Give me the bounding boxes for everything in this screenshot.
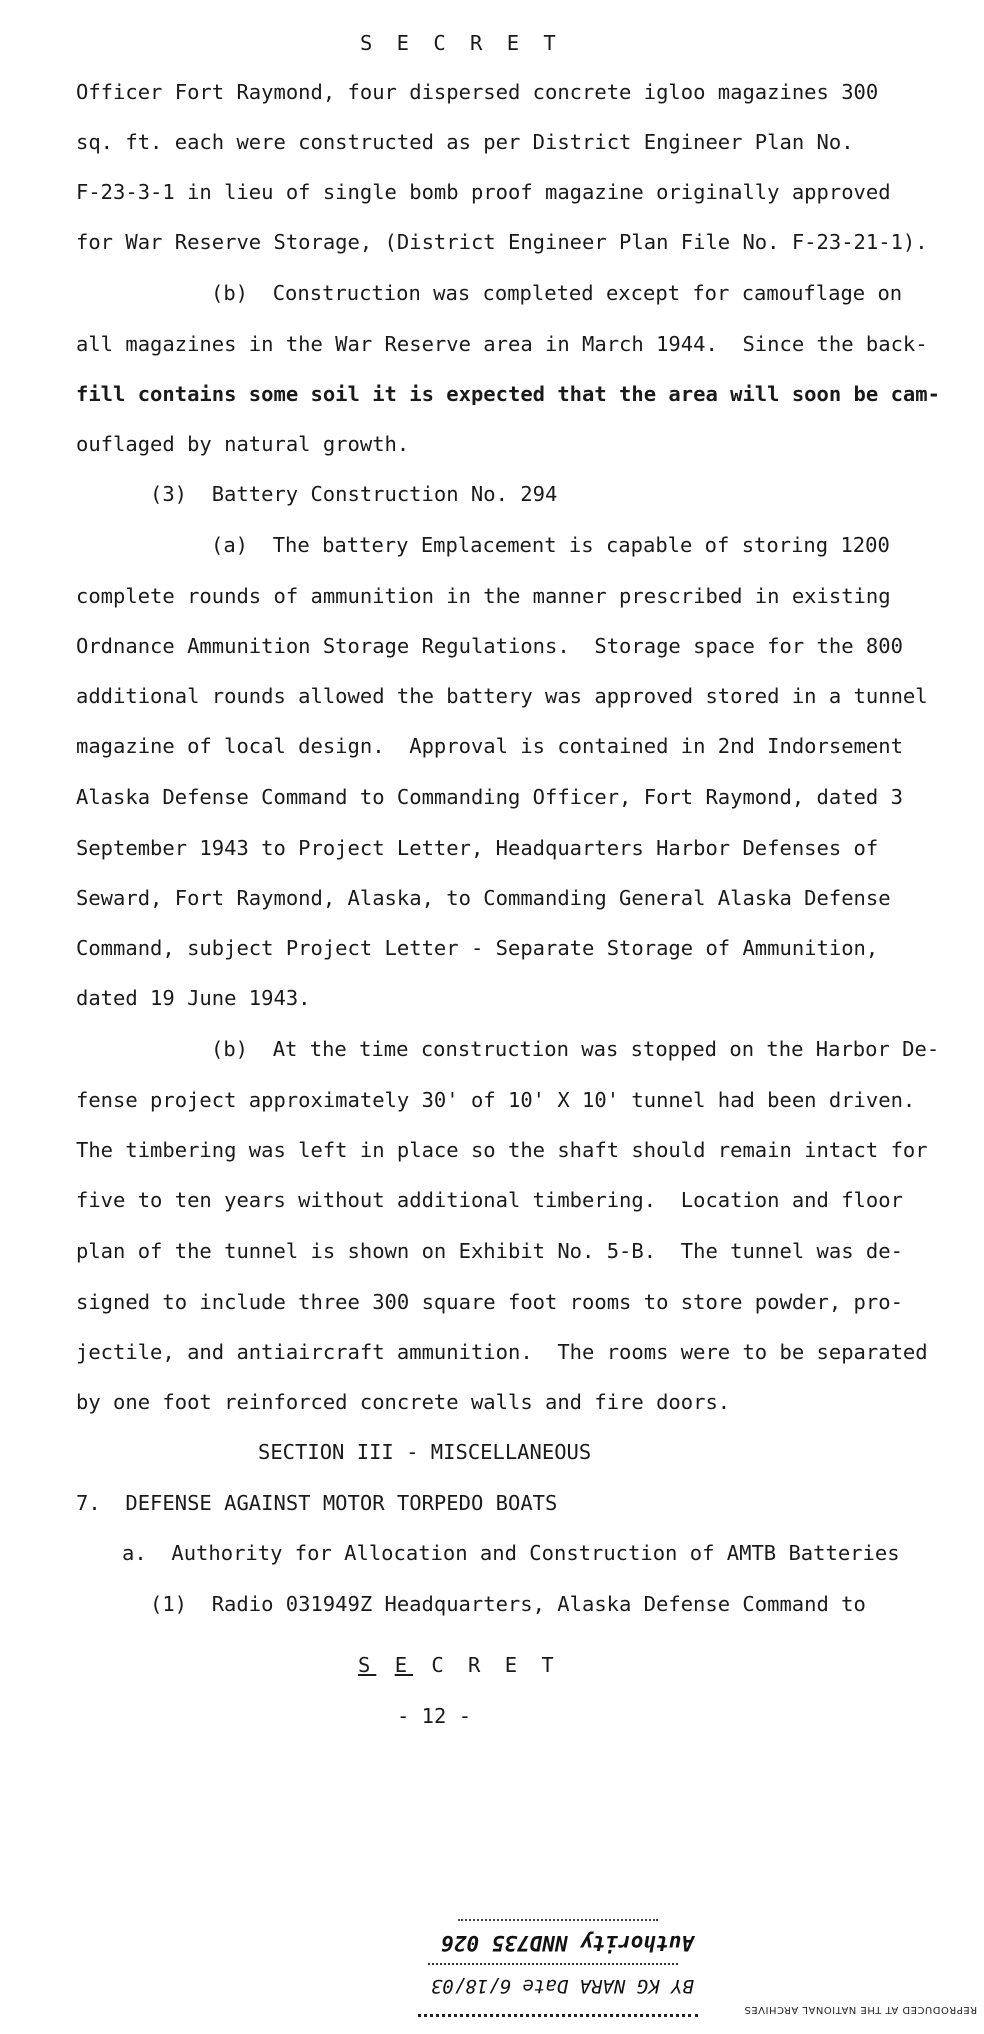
declassification-stamp — [418, 1905, 698, 2025]
body-line: ouflaged by natural growth. — [76, 432, 410, 456]
body-line: all magazines in the War Reserve area in March 1944. Since the back- — [76, 332, 928, 356]
body-line: by one foot reinforced concrete walls and fire doors. — [76, 1390, 731, 1414]
body-line: Officer Fort Raymond, four dispersed concrete igloo magazines 300 — [76, 80, 879, 104]
body-line: complete rounds of ammunition in the manner prescribed in existing — [76, 584, 891, 608]
section-heading: SECTION III - MISCELLANEOUS — [258, 1440, 592, 1464]
body-line: for War Reserve Storage, (District Engineer Plan File No. F-23-21-1). — [76, 230, 928, 254]
body-line: (a) The battery Emplacement is capable of storing 1200 — [211, 533, 890, 557]
body-line: dated 19 June 1943. — [76, 986, 311, 1010]
body-line: F-23-3-1 in lieu of single bomb proof magazine originally approved — [76, 180, 891, 204]
body-line: sq. ft. each were constructed as per District Engineer Plan No. — [76, 130, 854, 154]
stamp-line-authority: Authority NND735 026 — [441, 1931, 694, 1955]
footer-classification: S E C R E T — [358, 1653, 560, 1677]
body-line: Alaska Defense Command to Commanding Officer, Fort Raymond, dated 3 — [76, 785, 903, 809]
body-line: additional rounds allowed the battery was approved stored in a tunnel — [76, 684, 928, 708]
body-line: fill contains some soil it is expected that the area will soon be cam- — [76, 382, 940, 406]
body-line: magazine of local design. Approval is contained in 2nd Indorsement — [76, 734, 903, 758]
page-number: - 12 - — [397, 1704, 472, 1728]
archives-note: REPRODUCED AT THE NATIONAL ARCHIVES — [744, 2004, 978, 2015]
body-line: (3) Battery Construction No. 294 — [150, 482, 558, 506]
stamp-line-date: BY KG NARA Date 6/18/03 — [430, 1975, 694, 1997]
body-line: Seward, Fort Raymond, Alaska, to Commanding General Alaska Defense — [76, 886, 891, 910]
body-line: Ordnance Ammunition Storage Regulations. Storage space for the 800 — [76, 634, 903, 658]
body-line: (b) At the time construction was stopped on the Harbor De- — [211, 1037, 940, 1061]
body-line: five to ten years without additional timbering. Location and floor — [76, 1188, 903, 1212]
body-line: Command, subject Project Letter - Separate Storage of Ammunition, — [76, 936, 879, 960]
body-line: September 1943 to Project Letter, Headquarters Harbor Defenses of — [76, 836, 879, 860]
header-classification: S E C R E T — [360, 31, 562, 55]
body-line: jectile, and antiaircraft ammunition. The rooms were to be separated — [76, 1340, 928, 1364]
body-line: signed to include three 300 square foot rooms to store powder, pro- — [76, 1290, 903, 1314]
body-line: plan of the tunnel is shown on Exhibit No. 5-B. The tunnel was de- — [76, 1239, 903, 1263]
body-line: fense project approximately 30' of 10' X 10' tunnel had been driven. — [76, 1088, 916, 1112]
sub-heading: a. Authority for Allocation and Construction of AMTB Batteries — [122, 1541, 900, 1565]
body-line: The timbering was left in place so the shaft should remain intact for — [76, 1138, 928, 1162]
body-line: (b) Construction was completed except for camouflage on — [211, 281, 903, 305]
numbered-heading: 7. DEFENSE AGAINST MOTOR TORPEDO BOATS — [76, 1491, 558, 1515]
body-line: (1) Radio 031949Z Headquarters, Alaska Defense Command to — [150, 1592, 866, 1616]
